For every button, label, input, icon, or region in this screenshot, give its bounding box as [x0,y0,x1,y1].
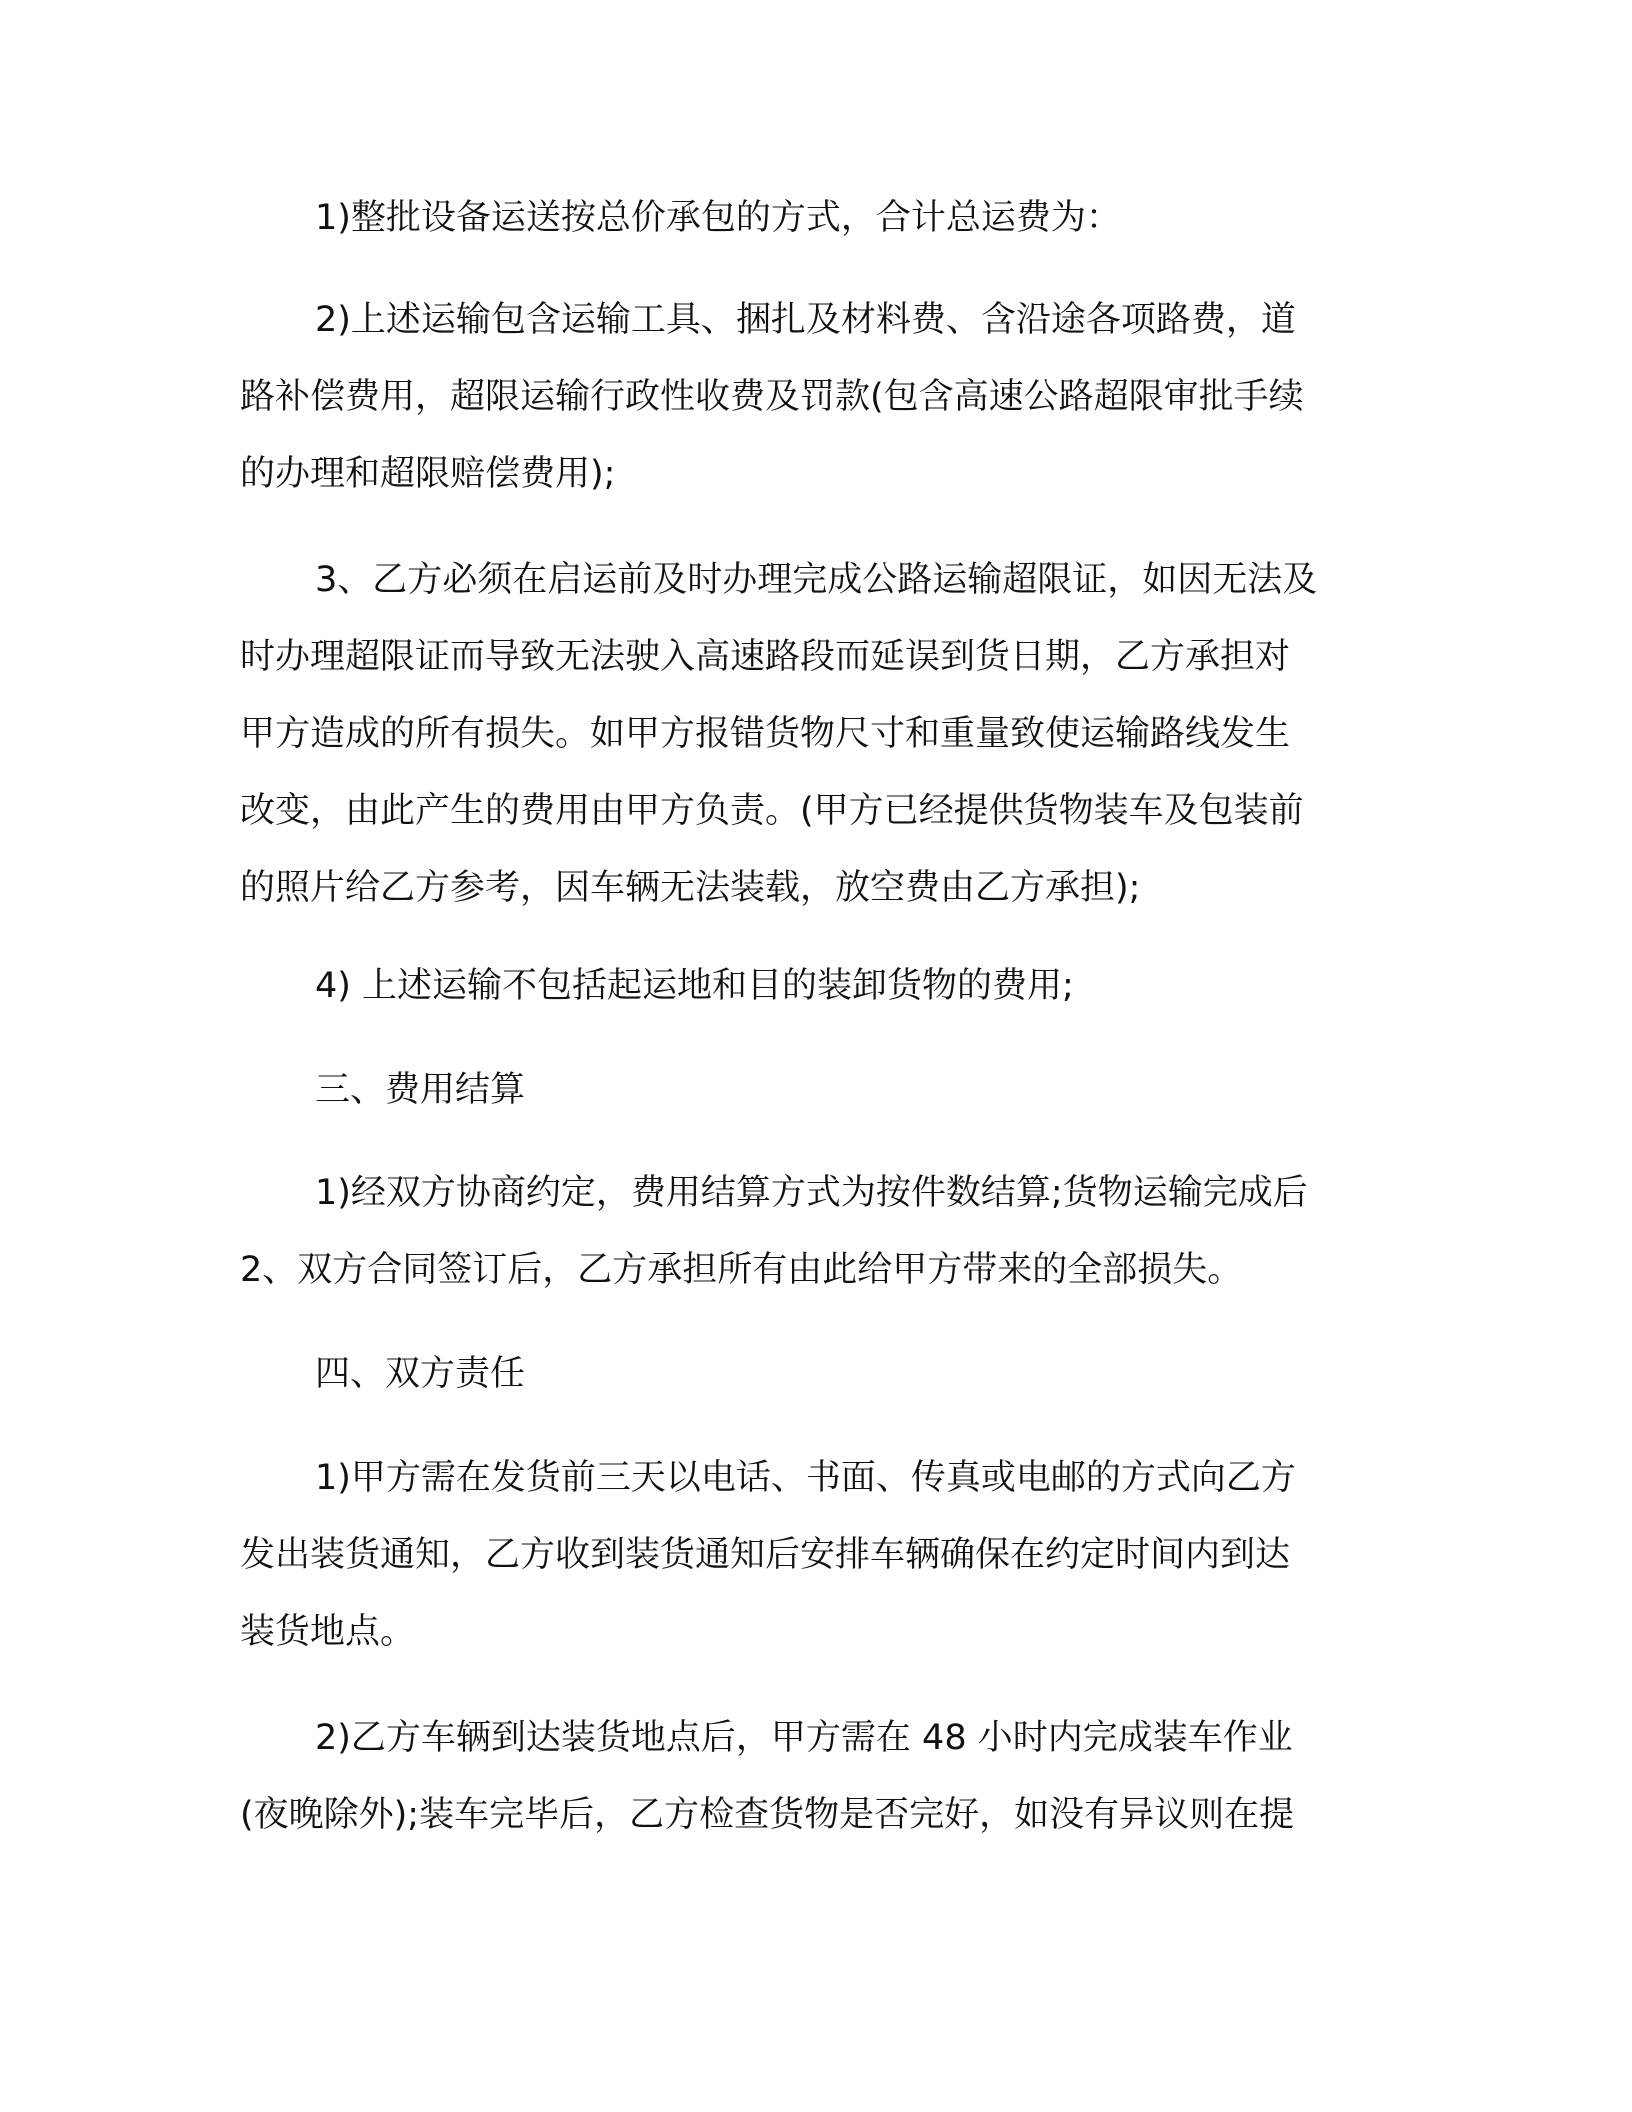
paragraph-line: 1)经双方协商约定，费用结算方式为按件数结算;货物运输完成后 [315,1173,1308,1213]
paragraph-line: 发出装货通知，乙方收到装货通知后安排车辆确保在约定时间内到达 [240,1535,1291,1575]
paragraph-line: 路补偿费用，超限运输行政性收费及罚款(包含高速公路超限审批手续 [240,377,1304,417]
paragraph-line: 装货地点。 [240,1612,416,1652]
paragraph-2 [240,282,1390,513]
paragraph-6 [240,1155,1390,1309]
paragraph-line: 2、双方合同签订后，乙方承担所有由此给甲方带来的全部损失。 [240,1250,1243,1290]
paragraph-line: 1)整批设备运送按总价承包的方式，合计总运费为： [315,198,1121,238]
paragraph-line: 的办理和超限赔偿费用); [240,454,616,494]
paragraph-line: 3、乙方必须在启运前及时办理完成公路运输超限证，如因无法及 [315,560,1318,600]
paragraph-4 [240,948,1390,1025]
paragraph-line: 甲方造成的所有损失。如甲方报错货物尺寸和重量致使运输路线发生 [240,714,1291,754]
section-heading: 四、双方责任 [315,1354,526,1394]
section-heading-fee-settlement [240,1052,1390,1129]
paragraph-8 [240,1440,1390,1671]
section-heading: 三、费用结算 [315,1070,526,1110]
paragraph-line: 的照片给乙方参考，因车辆无法装载，放空费由乙方承担); [240,868,1141,908]
paragraph-3 [240,542,1390,927]
paragraph-line: 2)上述运输包含运输工具、捆扎及材料费、含沿途各项路费，道 [315,300,1296,340]
paragraph-line: 1)甲方需在发货前三天以电话、书面、传真或电邮的方式向乙方 [315,1458,1296,1498]
paragraph-line: 改变，由此产生的费用由甲方负责。(甲方已经提供货物装车及包装前 [240,791,1304,831]
paragraph-9 [240,1700,1390,1854]
paragraph-line: 4) 上述运输不包括起运地和目的装卸货物的费用; [315,966,1074,1006]
paragraph-line: (夜晚除外);装车完毕后，乙方检查货物是否完好，如没有异议则在提 [240,1795,1295,1835]
paragraph-line: 时办理超限证而导致无法驶入高速路段而延误到货日期，乙方承担对 [240,637,1291,677]
section-heading-responsibilities [240,1336,1390,1413]
paragraph-line: 2)乙方车辆到达装货地点后，甲方需在 48 小时内完成装车作业 [315,1718,1293,1758]
paragraph-1 [240,180,1390,257]
